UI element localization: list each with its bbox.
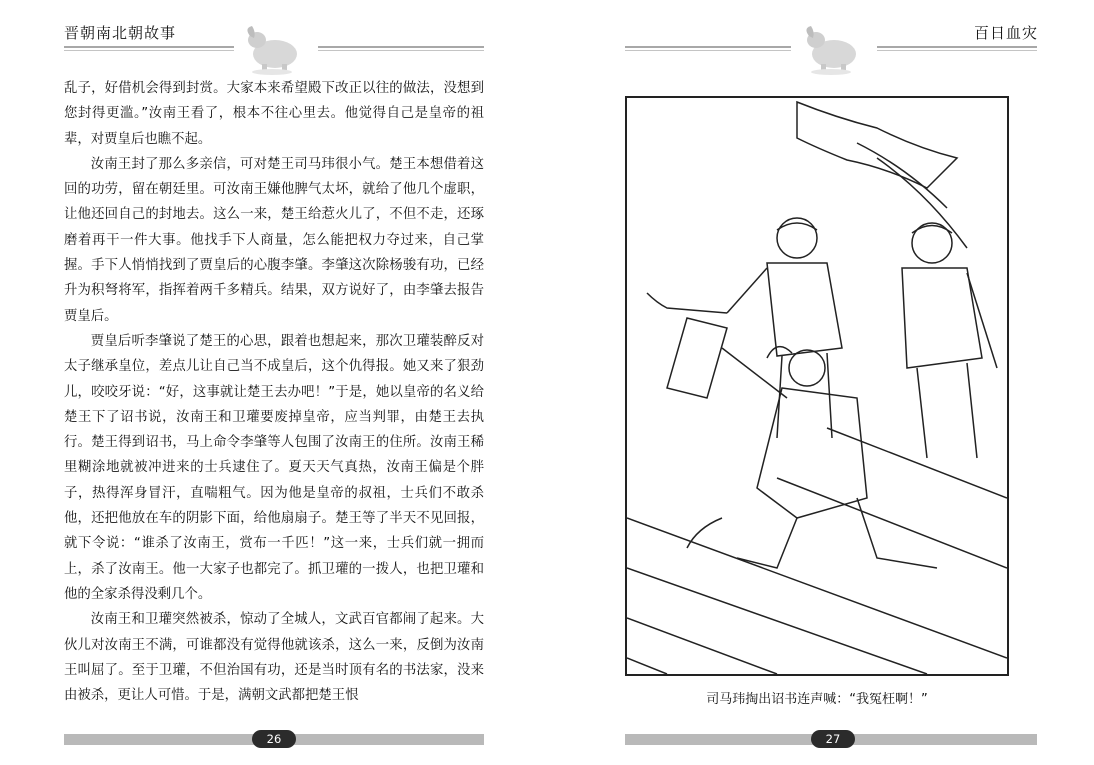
soldiers-illustration [627, 98, 1007, 674]
illustration-caption: 司马玮掏出诏书连声喊：“我冤枉啊！” [706, 692, 928, 707]
page-number-right: 27 [811, 730, 855, 748]
running-head-right: 百日血灾 [973, 24, 1038, 42]
header-rule-left-b [64, 50, 234, 51]
paragraph: 贾皇后听李肇说了楚王的心思，跟着也想起来，那次卫瓘装醉反对太子继承皇位，差点儿让自己当不成皇后，这个仇得报。她又来了狠劲儿，咬咬牙说：“好，这事就让楚王去办吧！”于是，她以皇帝的名义给楚王下了诏书说，汝南王和卫瓘要废掉皇帝，应当判罪，由楚王去执行。楚王得到诏书，马上命令李肇等人包围了汝南王的住所。汝南王稀里糊涂地就被冲进来的士兵逮住了。夏天天气真热，汝南王偏是个胖子，热得浑身冒汗，直喘粗气。因为他是皇帝的叔祖，士兵们不敢杀他，还把他放在车的阴影下面，给他扇扇子。楚王等了半天不见回报，就下令说：“谁杀了汝南王，赏布一千匹！”这一来，士兵们就一拥而上，杀了汝南王。他一大家子也都完了。抓卫瓘的一拨人，也把卫瓘和他的全家杀得没剩几个。 [64, 333, 484, 602]
header-rule-right-c [877, 46, 1037, 48]
paragraph: 汝南王封了那么多亲信，可对楚王司马玮很小气。楚王本想借着这回的功劳，留在朝廷里。可汝南王嫌他脾气太坏，就给了他几个虚职，让他还回自己的封地去。这么一来，楚王给惹火儿了，不但不走，还琢磨着再干一件大事。他找手下人商量，怎么能把权力夺过来，自己掌握。手下人悄悄找到了贾皇后的心腹李肇。李肇这次除杨骏有功，已经升为积弩将军，指挥着两千多精兵。结果，双方说好了，由李肇去报告贾皇后。 [64, 156, 484, 324]
header-rule-right-b [625, 50, 791, 51]
paragraph: 乱子，好借机会得到封赏。大家本来希望殿下改正以往的做法，没想到您封得更滥。”汝南王看了，根本不往心里去。他觉得自己是皇帝的祖辈，对贾皇后也瞧不起。 [64, 81, 484, 147]
header-rule-left-d [318, 50, 484, 51]
ram-ornament-icon [801, 22, 861, 76]
page-number-left: 26 [252, 730, 296, 748]
running-head-left: 晋朝南北朝故事 [64, 24, 177, 42]
header-rule-left-c [318, 46, 484, 48]
paragraph: 汝南王和卫瓘突然被杀，惊动了全城人，文武百官都闹了起来。大伙儿对汝南王不满，可谁都没有觉得他就该杀，这么一来，反倒为汝南王叫屈了。至于卫瓘，不但治国有功，还是当时顶有名的书法家，没来由被杀，更让人可惜。于是，满朝文武都把楚王恨 [64, 612, 484, 704]
body-text [64, 76, 484, 708]
header-rule-left-a [64, 46, 234, 48]
header-rule-right-a [625, 46, 791, 48]
right-page [547, 0, 1094, 765]
ram-ornament-icon [242, 22, 302, 76]
header-rule-right-d [877, 50, 1037, 51]
illustration [625, 96, 1009, 676]
